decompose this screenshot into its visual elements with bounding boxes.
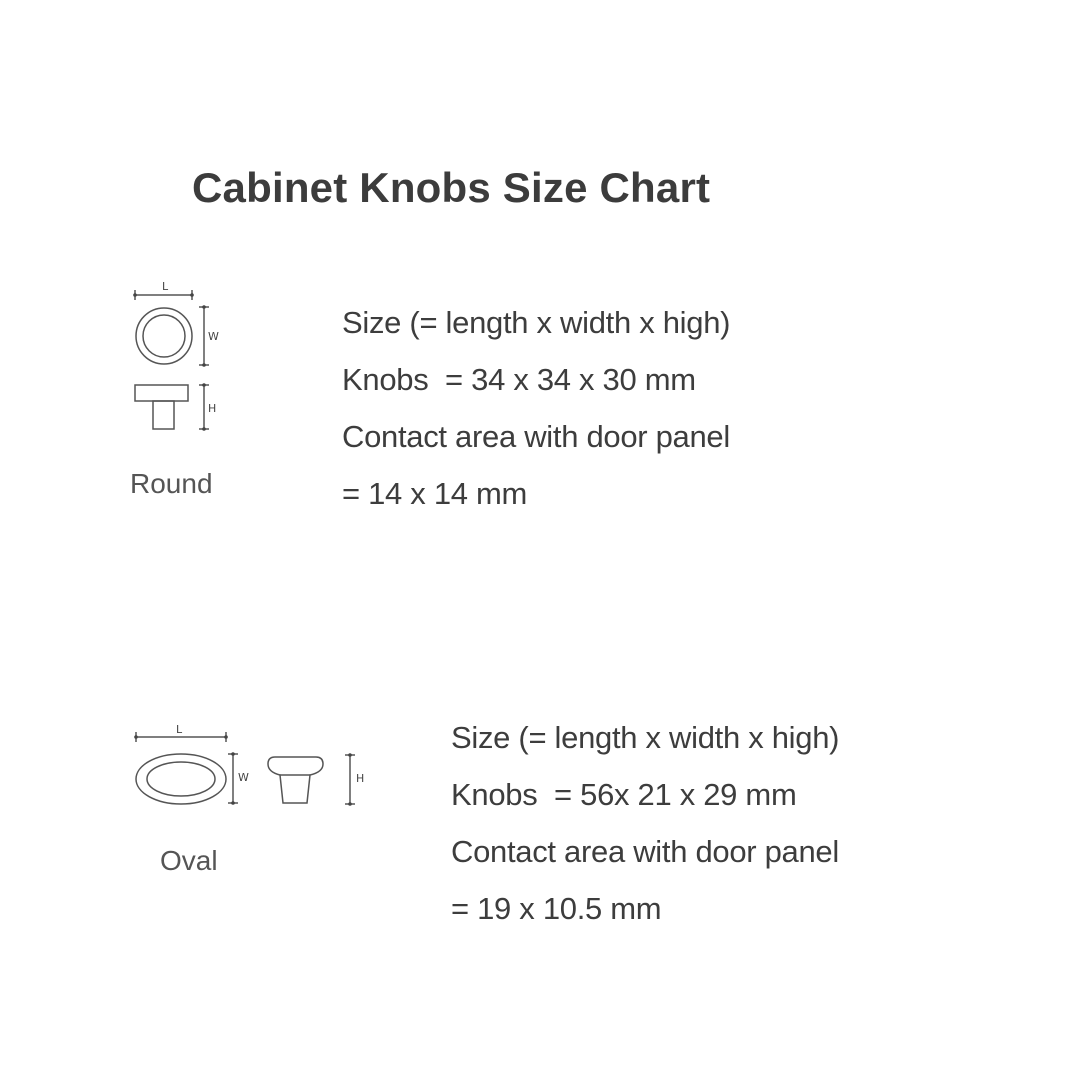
round-spec-line: Knobs = 34 x 34 x 30 mm (342, 362, 696, 397)
round-knob-top-view-inner (143, 315, 185, 357)
round-shape-label: Round (130, 468, 213, 499)
round-knob-top-view-outer (136, 308, 192, 364)
round-spec-line: Contact area with door panel (342, 419, 730, 454)
oval-spec-line: Contact area with door panel (451, 834, 839, 869)
round-width-letter: W (208, 330, 219, 343)
round-knob-side-view (135, 385, 188, 429)
oval-spec-line: Knobs = 56x 21 x 29 mm (451, 777, 797, 812)
round-spec-line: Size (= length x width x high) (342, 305, 731, 340)
oval-length-letter: L (176, 723, 183, 736)
round-knob-specs (342, 294, 730, 522)
oval-height-letter: H (356, 772, 365, 785)
round-spec-line: = 14 x 14 mm (342, 476, 528, 511)
oval-spec-line: Size (= length x width x high) (451, 720, 840, 755)
oval-shape-label: Oval (160, 845, 218, 876)
oval-knob-top-view-inner (147, 762, 215, 796)
oval-spec-line: = 19 x 10.5 mm (451, 891, 662, 926)
page-title: Cabinet Knobs Size Chart (192, 164, 711, 211)
oval-knob-diagram (120, 715, 380, 815)
oval-width-dimension (228, 754, 238, 803)
oval-knob-specs (451, 709, 839, 937)
round-length-letter: L (162, 280, 169, 293)
oval-knob-side-view (268, 757, 323, 803)
round-height-letter: H (208, 402, 217, 415)
oval-height-dimension (345, 755, 355, 804)
round-knob-diagram (120, 275, 230, 440)
oval-width-letter: W (238, 771, 249, 784)
